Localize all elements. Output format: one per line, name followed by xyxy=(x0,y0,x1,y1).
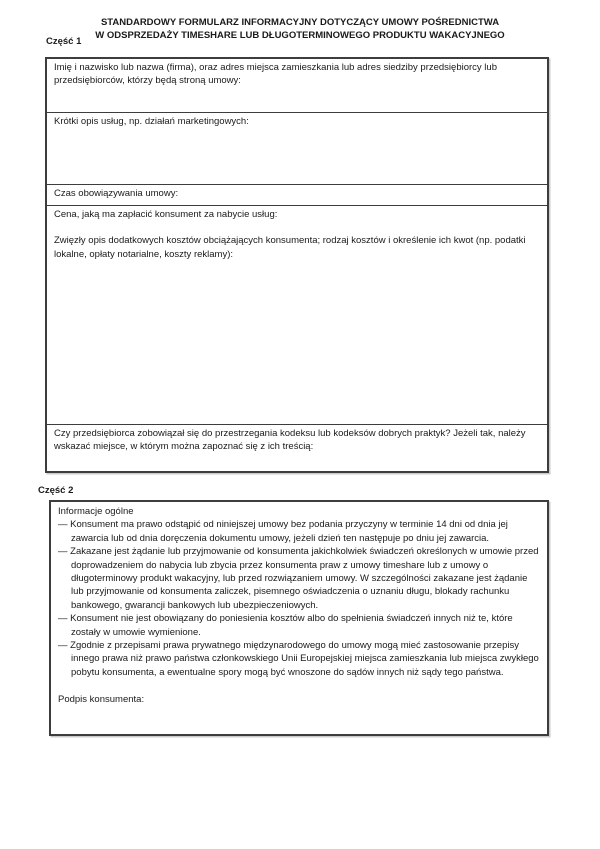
field-contract-duration xyxy=(47,185,547,206)
bullet-advance-payments-ban: — Zakazane jest żądanie lub przyjmowanie od konsumenta jakichkolwiek świadczeń określonych w umowie przed doprowadzeniem do nabycia lub zbycia przez konsumenta praw z umowy timeshare lub z umowy o długoterminowy produkt wakacyjny, lub przed rozwiązaniem umowy. W szczególności zakazane jest żądanie lub przyjmowanie od konsumenta zaliczek, pisemnego oświadczenia o uznaniu długu, blokady rachunku bankowego, gwarancji bankowych lub ubezpieczeniowych. xyxy=(58,546,539,611)
field-additional-costs-label: Zwięzły opis dodatkowych kosztów obciążających konsumenta; rodzaj kosztów i określenie ich kwot (np. podatki lokalne, opłaty notarialne, koszty reklamy): xyxy=(54,235,526,260)
field-code-of-conduct xyxy=(47,425,547,471)
part2-box xyxy=(49,500,549,736)
field-contracting-parties-label: Imię i nazwisko lub nazwa (firma), oraz adres miejsca zamieszkania lub adres siedziby przedsiębiorcy lub przedsiębiorców, którzy będą stroną umowy: xyxy=(54,62,497,87)
part1-box xyxy=(45,57,549,473)
field-services-description xyxy=(47,113,547,185)
form-title xyxy=(0,16,600,43)
bullet-no-other-costs: — Konsument nie jest obowiązany do poniesienia kosztów albo do spełnienia świadczeń innych niż te, które zostały w umowie wymienione. xyxy=(58,613,513,638)
general-info-heading: Informacje ogólne xyxy=(58,506,134,517)
field-code-of-conduct-label: Czy przedsiębiorca zobowiązał się do przestrzegania kodeksu lub kodeksów dobrych praktyk? Jeżeli tak, należy wskazać miejsce, w którym można zapoznać się z ich treścią: xyxy=(54,428,526,453)
part1-label: Część 1 xyxy=(46,36,82,47)
field-services-description-label: Krótki opis usług, np. działań marketingowych: xyxy=(54,116,249,127)
signature-label: Podpis konsumenta: xyxy=(58,693,145,705)
part2-label: Część 2 xyxy=(38,485,74,496)
field-price-label: Cena, jaką ma zapłacić konsument za nabycie usług: xyxy=(54,209,278,220)
bullet-applicable-law: — Zgodnie z przepisami prawa prywatnego międzynarodowego do umowy mogą mieć zastosowanie przepisy innego prawa niż prawo państwa członkowskiego Unii Europejskiej miejsca zamieszkania lub miejsca zwykłego pobytu konsumenta, a ewentualne spory mogą być wnoszone do sądów innych niż sądy tego państwa. xyxy=(58,640,539,678)
field-contract-duration-label: Czas obowiązywania umowy: xyxy=(54,188,179,199)
bullet-withdrawal-right: — Konsument ma prawo odstąpić od niniejszej umowy bez podania przyczyny w terminie 14 dni od dnia jej zawarcia lub od dnia doręczenia dokumentu umowy, jeżeli dzień ten następuje po dniu jej zawarcia. xyxy=(58,519,508,544)
field-price-and-costs xyxy=(47,206,547,425)
form-title-line1: STANDARDOWY FORMULARZ INFORMACYJNY DOTYCZĄCY UMOWY POŚREDNICTWA xyxy=(100,17,500,28)
field-contracting-parties xyxy=(47,59,547,113)
form-title-line2: W ODSPRZEDAŻY TIMESHARE LUB DŁUGOTERMINOWEGO PRODUKTU WAKACYJNEGO xyxy=(95,30,505,42)
